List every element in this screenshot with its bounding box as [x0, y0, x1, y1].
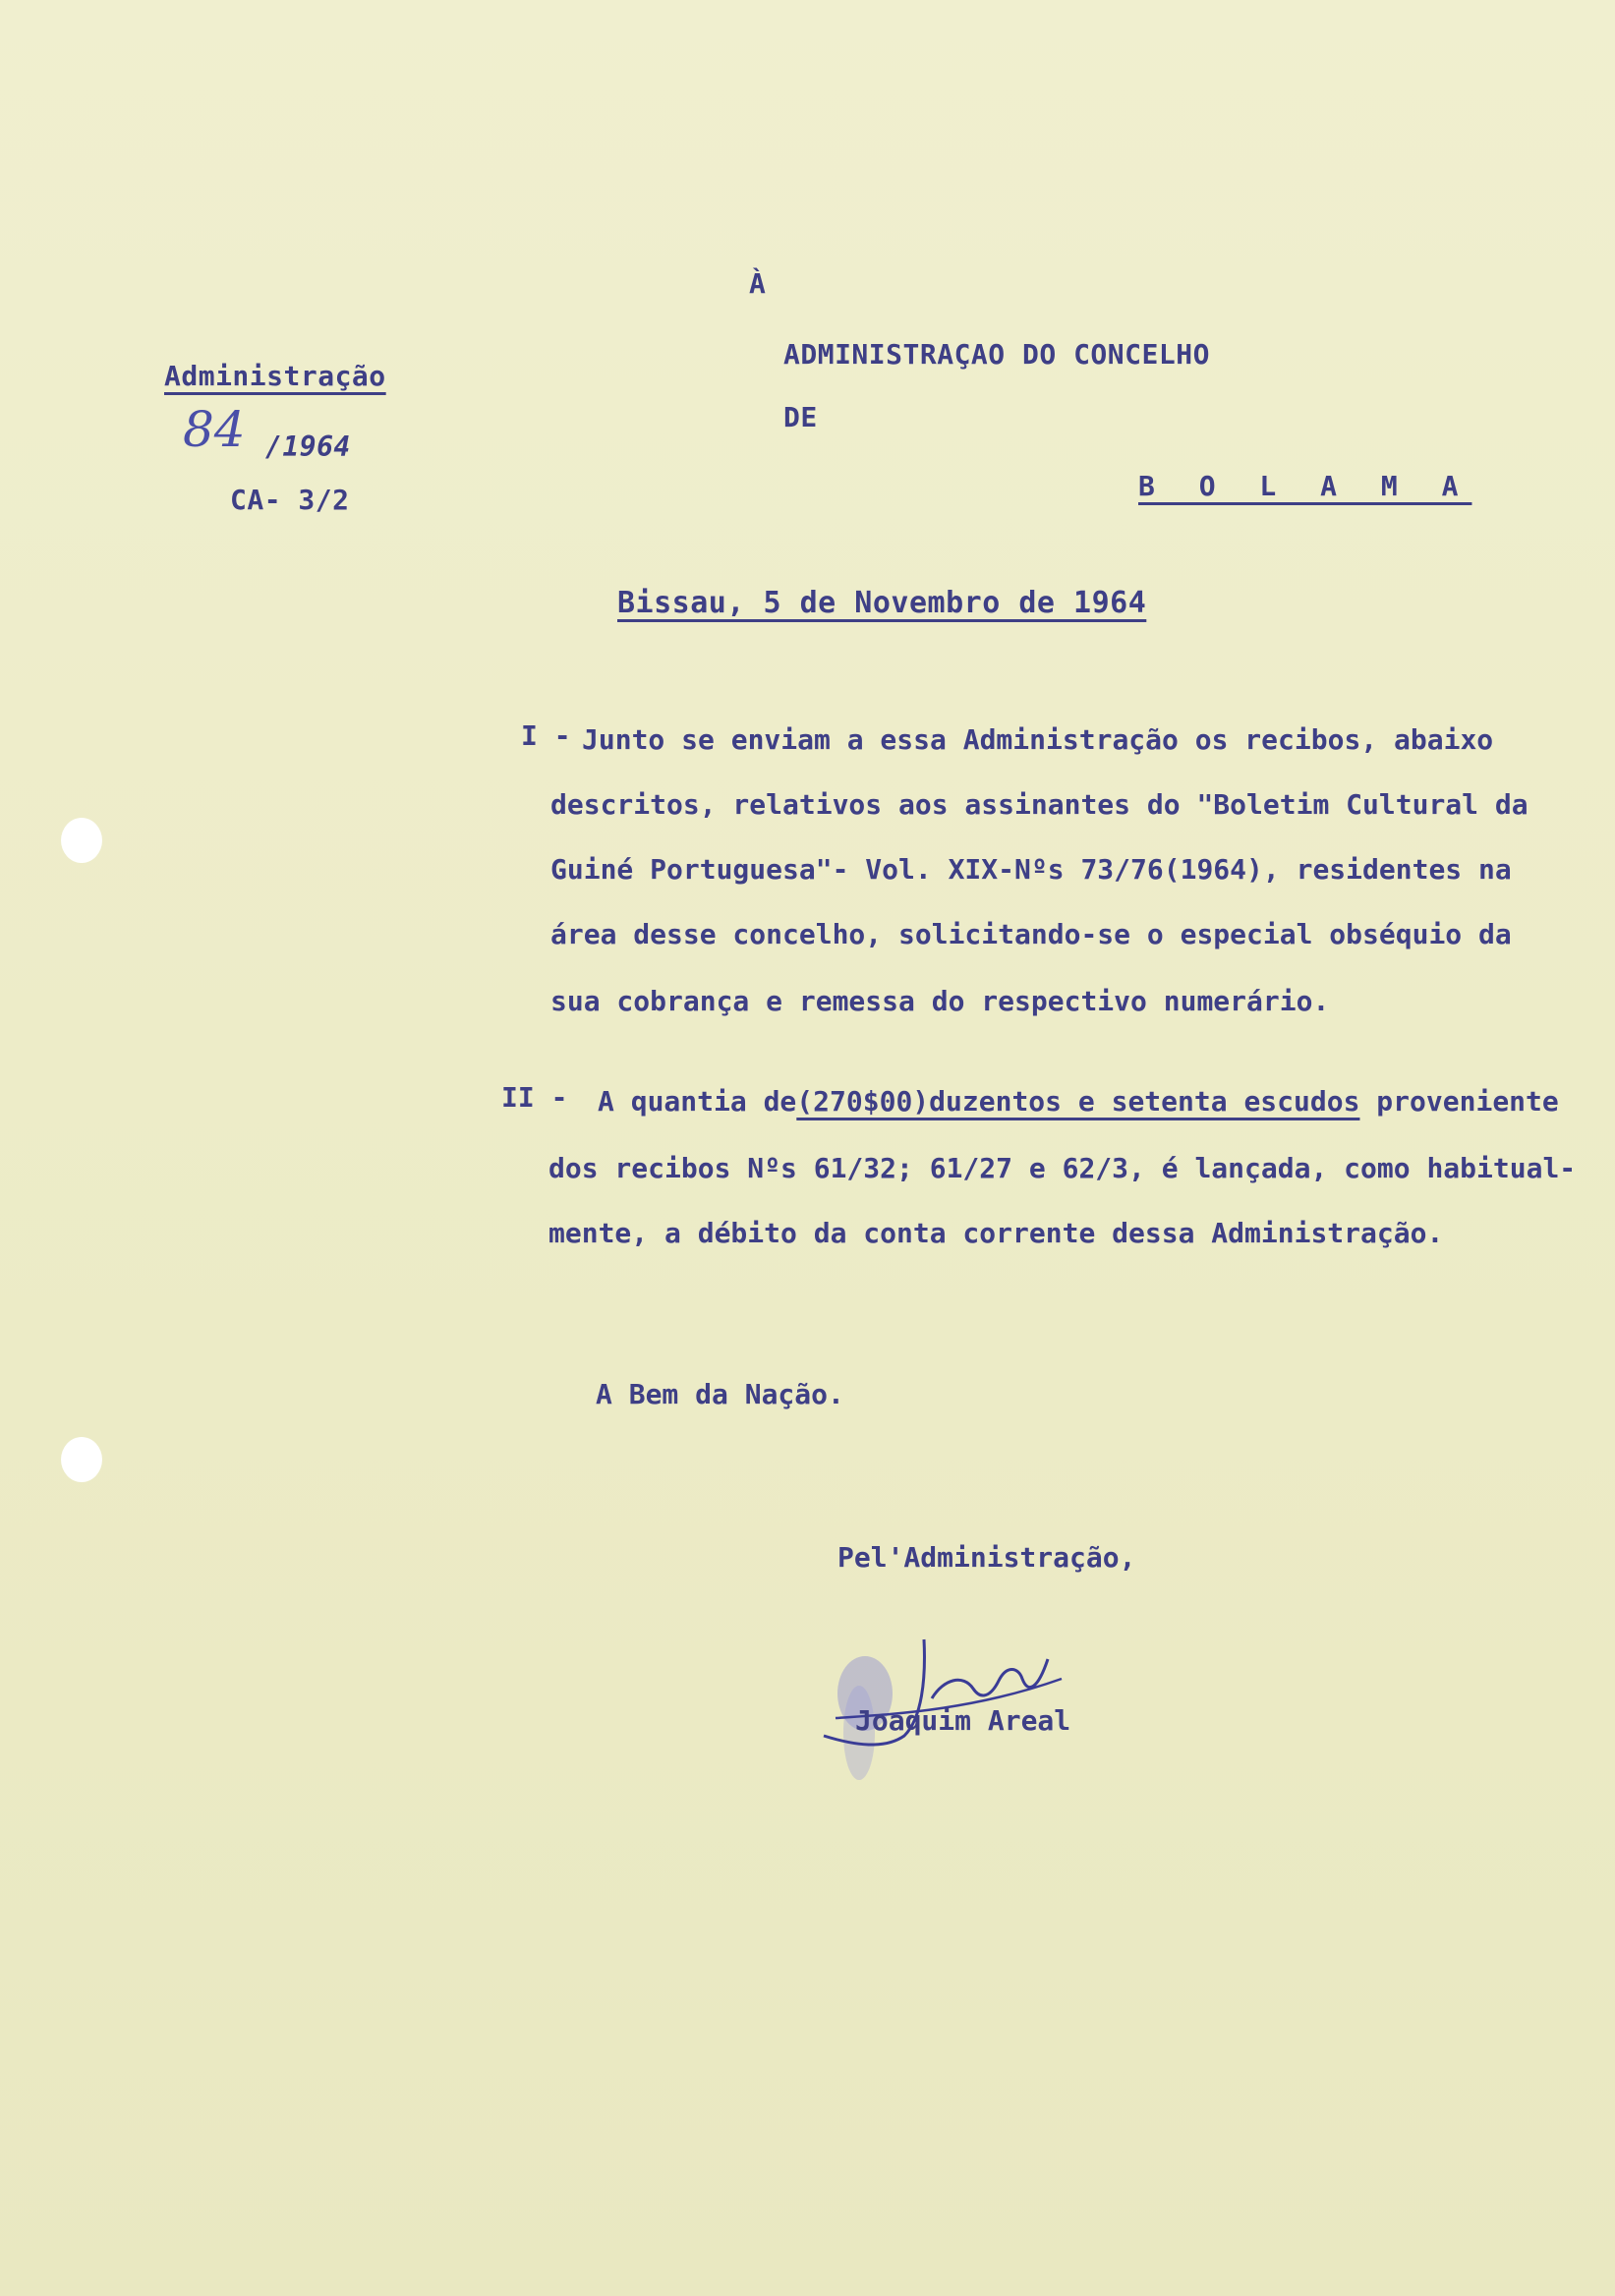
letter-date: Bissau, 5 de Novembro de 1964	[617, 586, 1147, 620]
paragraph-2-amount: (270$00)duzentos e setenta escudos	[796, 1085, 1360, 1118]
reference-number-handwritten: 84	[183, 401, 246, 458]
paragraph-1-line: Guiné Portuguesa"- Vol. XIX-Nºs 73/76(1964), residentes na	[550, 853, 1512, 886]
paragraph-1-line: Junto se enviam a essa Administração os recibos, abaixo	[582, 723, 1494, 756]
paragraph-1-line: descritos, relativos aos assinantes do "Boletim Cultural da	[550, 788, 1528, 821]
paragraph-2-line: mente, a débito da conta corrente dessa Administração.	[548, 1217, 1444, 1249]
reference-year: /1964	[265, 430, 351, 463]
paragraph-2-first-line	[598, 1085, 1559, 1118]
signatory-name: Joaquim Areal	[855, 1704, 1071, 1737]
paragraph-2-marker: II -	[501, 1081, 568, 1114]
paragraph-2-post: proveniente	[1359, 1085, 1559, 1118]
paragraph-2-line: dos recibos Nºs 61/32; 61/27 e 62/3, é lançada, como habitual-	[548, 1152, 1577, 1184]
address-line-3: B O L A M A	[1138, 470, 1472, 502]
punch-hole-top	[61, 818, 102, 863]
on-behalf-of: Pel'Administração,	[837, 1541, 1136, 1574]
address-line-2: DE	[783, 401, 818, 433]
reference-label: Administração	[164, 360, 386, 392]
address-line-1: ADMINISTRAÇAO DO CONCELHO	[783, 338, 1210, 371]
punch-hole-bottom	[61, 1437, 102, 1482]
address-a-grave: À	[749, 267, 767, 300]
closing-salutation: A Bem da Nação.	[596, 1378, 844, 1410]
signature-drawing	[816, 1620, 1071, 1787]
reference-code: CA- 3/2	[230, 484, 350, 516]
paragraph-1-marker: I -	[521, 719, 571, 752]
paragraph-1-line: área desse concelho, solicitando-se o especial obséquio da	[550, 918, 1512, 950]
paragraph-2-pre: A quantia de	[598, 1085, 797, 1118]
paragraph-1-line: sua cobrança e remessa do respectivo numerário.	[550, 985, 1330, 1017]
